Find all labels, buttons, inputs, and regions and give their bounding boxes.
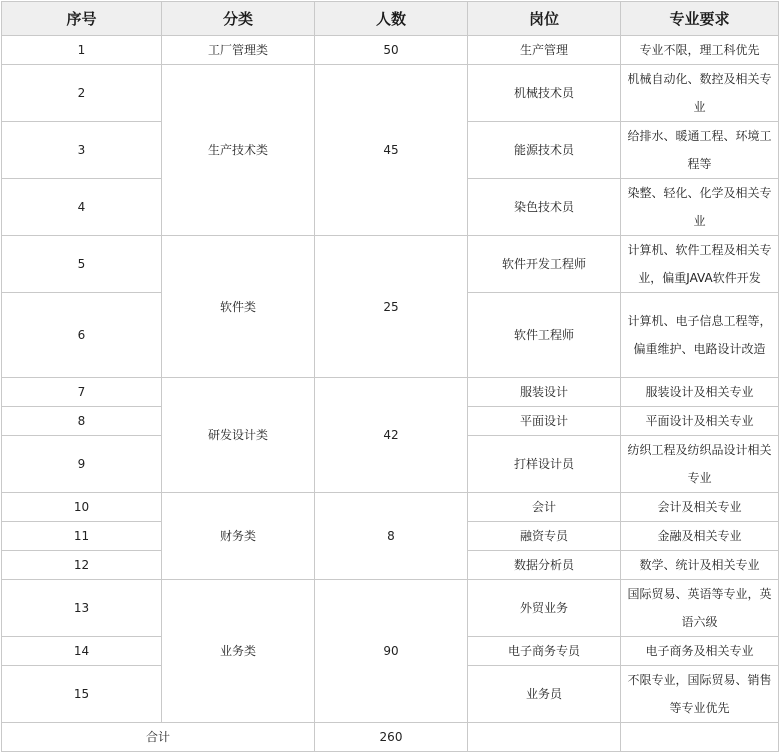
header-row: [2, 2, 779, 36]
table-row: [2, 378, 779, 407]
row-requirement: 纺织工程及纺织品设计相关专业: [621, 436, 779, 493]
row-no: 3: [2, 122, 162, 179]
recruitment-table: [1, 1, 779, 752]
row-position: 服装设计: [468, 378, 621, 407]
row-position: 融资专员: [468, 522, 621, 551]
row-no: 9: [2, 436, 162, 493]
row-requirement: 电子商务及相关专业: [621, 637, 779, 666]
row-requirement: 染整、轻化、化学及相关专业: [621, 179, 779, 236]
total-row: [2, 723, 779, 752]
header-position: 岗位: [468, 2, 621, 36]
row-no: 11: [2, 522, 162, 551]
row-position: 打样设计员: [468, 436, 621, 493]
row-no: 1: [2, 36, 162, 65]
row-requirement: 数学、统计及相关专业: [621, 551, 779, 580]
row-count: 25: [315, 236, 468, 378]
row-no: 4: [2, 179, 162, 236]
row-requirement: 国际贸易、英语等专业，英语六级: [621, 580, 779, 637]
row-requirement: 金融及相关专业: [621, 522, 779, 551]
row-no: 14: [2, 637, 162, 666]
table-row: [2, 493, 779, 522]
row-count: 90: [315, 580, 468, 723]
row-requirement: 计算机、软件工程及相关专业，偏重JAVA软件开发: [621, 236, 779, 293]
row-position: 数据分析员: [468, 551, 621, 580]
row-no: 6: [2, 293, 162, 378]
row-requirement: 计算机、电子信息工程等，偏重维护、电路设计改造: [621, 293, 779, 378]
row-no: 12: [2, 551, 162, 580]
row-requirement: 平面设计及相关专业: [621, 407, 779, 436]
row-position: 软件开发工程师: [468, 236, 621, 293]
row-category: 工厂管理类: [162, 36, 315, 65]
row-no: 7: [2, 378, 162, 407]
row-requirement: 给排水、暖通工程、环境工程等: [621, 122, 779, 179]
row-requirement: 服装设计及相关专业: [621, 378, 779, 407]
table-row: [2, 580, 779, 637]
header-no: 序号: [2, 2, 162, 36]
row-position: 软件工程师: [468, 293, 621, 378]
table-row: [2, 65, 779, 122]
row-position: 机械技术员: [468, 65, 621, 122]
row-no: 10: [2, 493, 162, 522]
row-count: 42: [315, 378, 468, 493]
row-requirement: 专业不限，理工科优先: [621, 36, 779, 65]
total-requirement: [621, 723, 779, 752]
table-row: [2, 236, 779, 293]
row-category: 财务类: [162, 493, 315, 580]
row-position: 染色技术员: [468, 179, 621, 236]
table-row: [2, 36, 779, 65]
header-requirement: 专业要求: [621, 2, 779, 36]
row-position: 业务员: [468, 666, 621, 723]
row-position: 会计: [468, 493, 621, 522]
row-position: 平面设计: [468, 407, 621, 436]
row-position: 能源技术员: [468, 122, 621, 179]
row-count: 8: [315, 493, 468, 580]
row-category: 生产技术类: [162, 65, 315, 236]
total-label: 合计: [2, 723, 315, 752]
row-count: 45: [315, 65, 468, 236]
row-requirement: 会计及相关专业: [621, 493, 779, 522]
row-position: 电子商务专员: [468, 637, 621, 666]
row-no: 5: [2, 236, 162, 293]
row-no: 2: [2, 65, 162, 122]
header-count: 人数: [315, 2, 468, 36]
row-count: 50: [315, 36, 468, 65]
total-position: [468, 723, 621, 752]
row-position: 生产管理: [468, 36, 621, 65]
row-no: 15: [2, 666, 162, 723]
row-position: 外贸业务: [468, 580, 621, 637]
total-count: 260: [315, 723, 468, 752]
row-no: 8: [2, 407, 162, 436]
row-requirement: 机械自动化、数控及相关专业: [621, 65, 779, 122]
row-category: 业务类: [162, 580, 315, 723]
row-category: 软件类: [162, 236, 315, 378]
row-requirement: 不限专业，国际贸易、销售等专业优先: [621, 666, 779, 723]
row-category: 研发设计类: [162, 378, 315, 493]
header-category: 分类: [162, 2, 315, 36]
row-no: 13: [2, 580, 162, 637]
